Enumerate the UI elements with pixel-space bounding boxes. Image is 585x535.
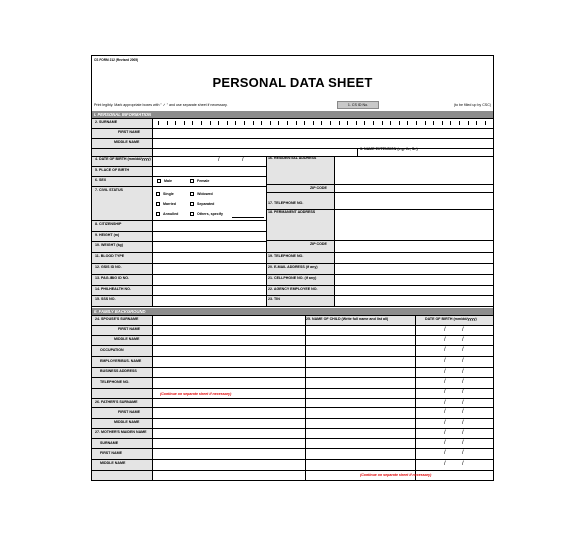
philhealth-label: 14. PHILHEALTH NO. — [95, 287, 131, 291]
date-slash: / — [462, 400, 464, 406]
telephone-2-label: 19. TELEPHONE NO. — [268, 254, 304, 258]
blood-type-label: 11. BLOOD TYPE — [95, 254, 125, 258]
letter-tick — [382, 121, 383, 125]
mother-surname-label: SURNAME — [100, 441, 119, 445]
date-slash: / — [462, 450, 464, 456]
zip-code-1-label: ZIP CODE — [310, 186, 327, 190]
name-extension-label: 3. NAME EXTENSION (e.g. Jr., Sr.) — [360, 147, 418, 151]
father-middle-name-label: MIDDLE NAME — [114, 420, 140, 424]
letter-tick — [227, 121, 228, 125]
date-slash: / — [444, 369, 446, 375]
form-number: CS FORM 212 (Revised 2005) — [94, 58, 139, 62]
sex-label: 6. SEX — [95, 178, 107, 182]
letter-tick — [253, 121, 254, 125]
letter-tick — [416, 121, 417, 125]
letter-tick — [296, 121, 297, 125]
date-slash: / — [444, 358, 446, 364]
letter-tick — [235, 121, 236, 125]
single-label: Single — [163, 192, 174, 196]
single-checkbox[interactable] — [156, 192, 160, 196]
letter-tick — [450, 121, 451, 125]
pob-label: 5. PLACE OF BIRTH — [95, 168, 130, 172]
male-label: Male — [164, 179, 172, 183]
date-slash: / — [444, 450, 446, 456]
cs-id-field[interactable]: 1. CS ID No. — [337, 101, 379, 109]
letter-tick — [485, 121, 486, 125]
surname-label: 2. SURNAME — [95, 120, 118, 124]
occupation-label: OCCUPATION — [100, 348, 124, 352]
pagibig-label: 13. PAG-IBIG ID NO. — [95, 276, 130, 280]
middle-name-label: MIDDLE NAME — [114, 140, 140, 144]
continue-note-1: (Continue on separate sheet if necessary) — [160, 392, 232, 396]
letter-tick — [356, 121, 357, 125]
permanent-address-label: 18. PERMANENT ADDRESS — [268, 210, 316, 214]
date-slash: / — [444, 440, 446, 446]
letter-tick — [261, 121, 262, 125]
residential-address-label: 16. RESIDENTIAL ADDRESS — [268, 156, 317, 160]
employer-label: EMPLOYER/BUS. NAME — [100, 359, 142, 363]
date-slash: / — [444, 327, 446, 333]
others-checkbox[interactable] — [190, 212, 194, 216]
letter-tick — [347, 121, 348, 125]
letter-tick — [175, 121, 176, 125]
mother-first-name-label: FIRST NAME — [100, 451, 122, 455]
letter-tick — [399, 121, 400, 125]
letter-tick — [278, 121, 279, 125]
email-label: 20. E-MAIL ADDRESS (if any) — [268, 265, 318, 269]
separated-label: Separated — [197, 202, 215, 206]
letter-tick — [330, 121, 331, 125]
date-slash: / — [462, 409, 464, 415]
section-personal-information: I. PERSONAL INFORMATION — [92, 111, 493, 118]
zip-code-2-label: ZIP CODE — [310, 242, 327, 246]
date-slash: / — [444, 400, 446, 406]
page-title: PERSONAL DATA SHEET — [212, 75, 373, 90]
male-checkbox[interactable] — [157, 179, 161, 183]
female-label: Female — [197, 179, 210, 183]
date-slash: / — [462, 327, 464, 333]
letter-tick — [184, 121, 185, 125]
letter-tick — [364, 121, 365, 125]
spouse-telephone-label: TELEPHONE NO. — [100, 380, 130, 384]
letter-tick — [158, 121, 159, 125]
mother-middle-name-label: MIDDLE NAME — [100, 461, 126, 465]
date-slash: / — [462, 430, 464, 436]
father-surname-label: 26. FATHER'S SURNAME — [95, 400, 138, 404]
annulled-label: Annulled — [163, 212, 179, 216]
letter-tick — [201, 121, 202, 125]
dob-label: 4. DATE OF BIRTH (mm/dd/yyyy) — [95, 157, 151, 161]
date-slash: / — [462, 389, 464, 395]
date-slash: / — [462, 347, 464, 353]
date-slash: / — [444, 420, 446, 426]
first-name-label: FIRST NAME — [118, 130, 140, 134]
date-slash: / — [444, 430, 446, 436]
date-slash: / — [444, 461, 446, 467]
height-label: 9. HEIGHT (m) — [95, 233, 120, 237]
letter-tick — [468, 121, 469, 125]
instruction-text: Print legibly. Mark appropriate boxes with " ✓ " and use separate sheet if necessary. — [94, 103, 228, 107]
letter-tick — [313, 121, 314, 125]
letter-tick — [244, 121, 245, 125]
continue-note-2: (Continue on separate sheet if necessary) — [360, 473, 432, 477]
letter-tick — [339, 121, 340, 125]
female-checkbox[interactable] — [190, 179, 194, 183]
letter-tick — [192, 121, 193, 125]
tin-label: 23. TIN — [268, 297, 280, 301]
weight-label: 10. WEIGHT (kg) — [95, 243, 123, 247]
date-slash: / — [462, 358, 464, 364]
letter-tick — [459, 121, 460, 125]
telephone-1-label: 17. TELEPHONE NO. — [268, 201, 304, 205]
date-slash: / — [444, 379, 446, 385]
letter-tick — [425, 121, 426, 125]
married-label: Married — [163, 202, 176, 206]
annulled-checkbox[interactable] — [156, 212, 160, 216]
letter-tick — [270, 121, 271, 125]
letter-tick — [210, 121, 211, 125]
spouse-middle-name-label: MIDDLE NAME — [114, 337, 140, 341]
business-address-label: BUSINESS ADDRESS — [100, 369, 137, 373]
widowed-checkbox[interactable] — [190, 192, 194, 196]
cellphone-label: 21. CELLPHONE NO. (if any) — [268, 276, 317, 280]
date-slash: / — [444, 337, 446, 343]
date-slash: / — [444, 389, 446, 395]
date-slash: / — [462, 461, 464, 467]
letter-tick — [167, 121, 168, 125]
child-dob-header: DATE OF BIRTH (mm/dd/yyyy) — [425, 317, 477, 321]
date-slash: / — [444, 409, 446, 415]
spouse-surname-label: 24. SPOUSE'S SURNAME — [95, 317, 139, 321]
date-slash: / — [462, 379, 464, 385]
agency-employee-label: 22. AGENCY EMPLOYEE NO. — [268, 287, 318, 291]
date-slash: / — [462, 369, 464, 375]
date-slash: / — [462, 337, 464, 343]
letter-tick — [407, 121, 408, 125]
others-label: Others, specify — [197, 212, 223, 216]
section-family-background: II. FAMILY BACKGROUND — [92, 308, 493, 315]
letter-tick — [218, 121, 219, 125]
mother-maiden-name-label: 27. MOTHER'S MAIDEN NAME — [95, 430, 147, 434]
gsis-label: 12. GSIS ID NO. — [95, 265, 122, 269]
letter-tick — [442, 121, 443, 125]
spouse-first-name-label: FIRST NAME — [118, 327, 140, 331]
date-slash: / — [462, 440, 464, 446]
letter-tick — [476, 121, 477, 125]
separated-checkbox[interactable] — [190, 202, 194, 206]
letter-tick — [373, 121, 374, 125]
date-slash: / — [444, 347, 446, 353]
date-slash: / — [462, 420, 464, 426]
letter-tick — [433, 121, 434, 125]
address-label-column — [266, 156, 334, 306]
letter-tick — [304, 121, 305, 125]
father-first-name-label: FIRST NAME — [118, 410, 140, 414]
letter-tick — [321, 121, 322, 125]
letter-tick — [390, 121, 391, 125]
filled-by-note: (to be filled up by CSC) — [453, 103, 491, 107]
personal-data-sheet-form: CS FORM 212 (Revised 2005) PERSONAL DATA SHEET Print legibly. Mark appropriate boxes with " ✓ " and use separate sheet if necessary. 1. CS ID No. (to be filled up by CSC) I. PERSONAL INFORMATION 2. SURNAME FIRST NAME MIDDLE NAME 3. NAME EXTENSION (e.g. Jr., Sr.) 4. DATE OF BIRTH (mm/dd/yyyy) / / 5. PLACE OF BIRTH 6. SEX Male Female 7. CIVIL STATUS Single Married Annulled Widowed Separated Others, specify 8. CITIZENSHIP 9. HEIGHT (m) 10. WEIGHT (kg) 11. BLOOD TYPE 12. GSIS ID NO. 13. PAG-IBIG ID NO. 14. PHILHEALTH NO. 15. SSS NO. 16. RESIDENTIAL ADDRESS ZIP CODE 17. TELEPHONE NO. 18. PERMANENT ADDRESS ZIP CODE 19. TELEPHONE NO. 20. E-MAIL ADDRESS (if any) 21. CELLPHONE NO. (if any) 22. AGENCY EMPLOYEE NO. 23. TIN II. FAMILY BACKGROUND 24. SPOUSE'S SURNAME FIRST NAME MIDDLE NAME OCCUPATION EMPLOYER/BUS. NAME BUSINESS ADDRESS TELEPHONE NO. 25. NAME OF CHILD (Write full name and list all) DATE OF BIRTH (mm/dd/yyyy) (Continue on separate sheet if necessary) 26. FATHER'S SURNAME FIRST NAME MIDDLE NAME 27. MOTHER'S MAIDEN NAME SURNAME FIRST NAME MIDDLE NAME (Continue on separate sheet if necessary) / / / / / / / / / / / / / / / / / / / / / / / / / / / / — [91, 55, 494, 481]
widowed-label: Widowed — [197, 192, 213, 196]
citizenship-label: 8. CITIZENSHIP — [95, 222, 122, 226]
letter-tick — [287, 121, 288, 125]
married-checkbox[interactable] — [156, 202, 160, 206]
civil-status-label: 7. CIVIL STATUS — [95, 188, 123, 192]
child-name-header: 25. NAME OF CHILD (Write full name and list all) — [306, 317, 389, 321]
sss-label: 15. SSS NO. — [95, 297, 116, 301]
